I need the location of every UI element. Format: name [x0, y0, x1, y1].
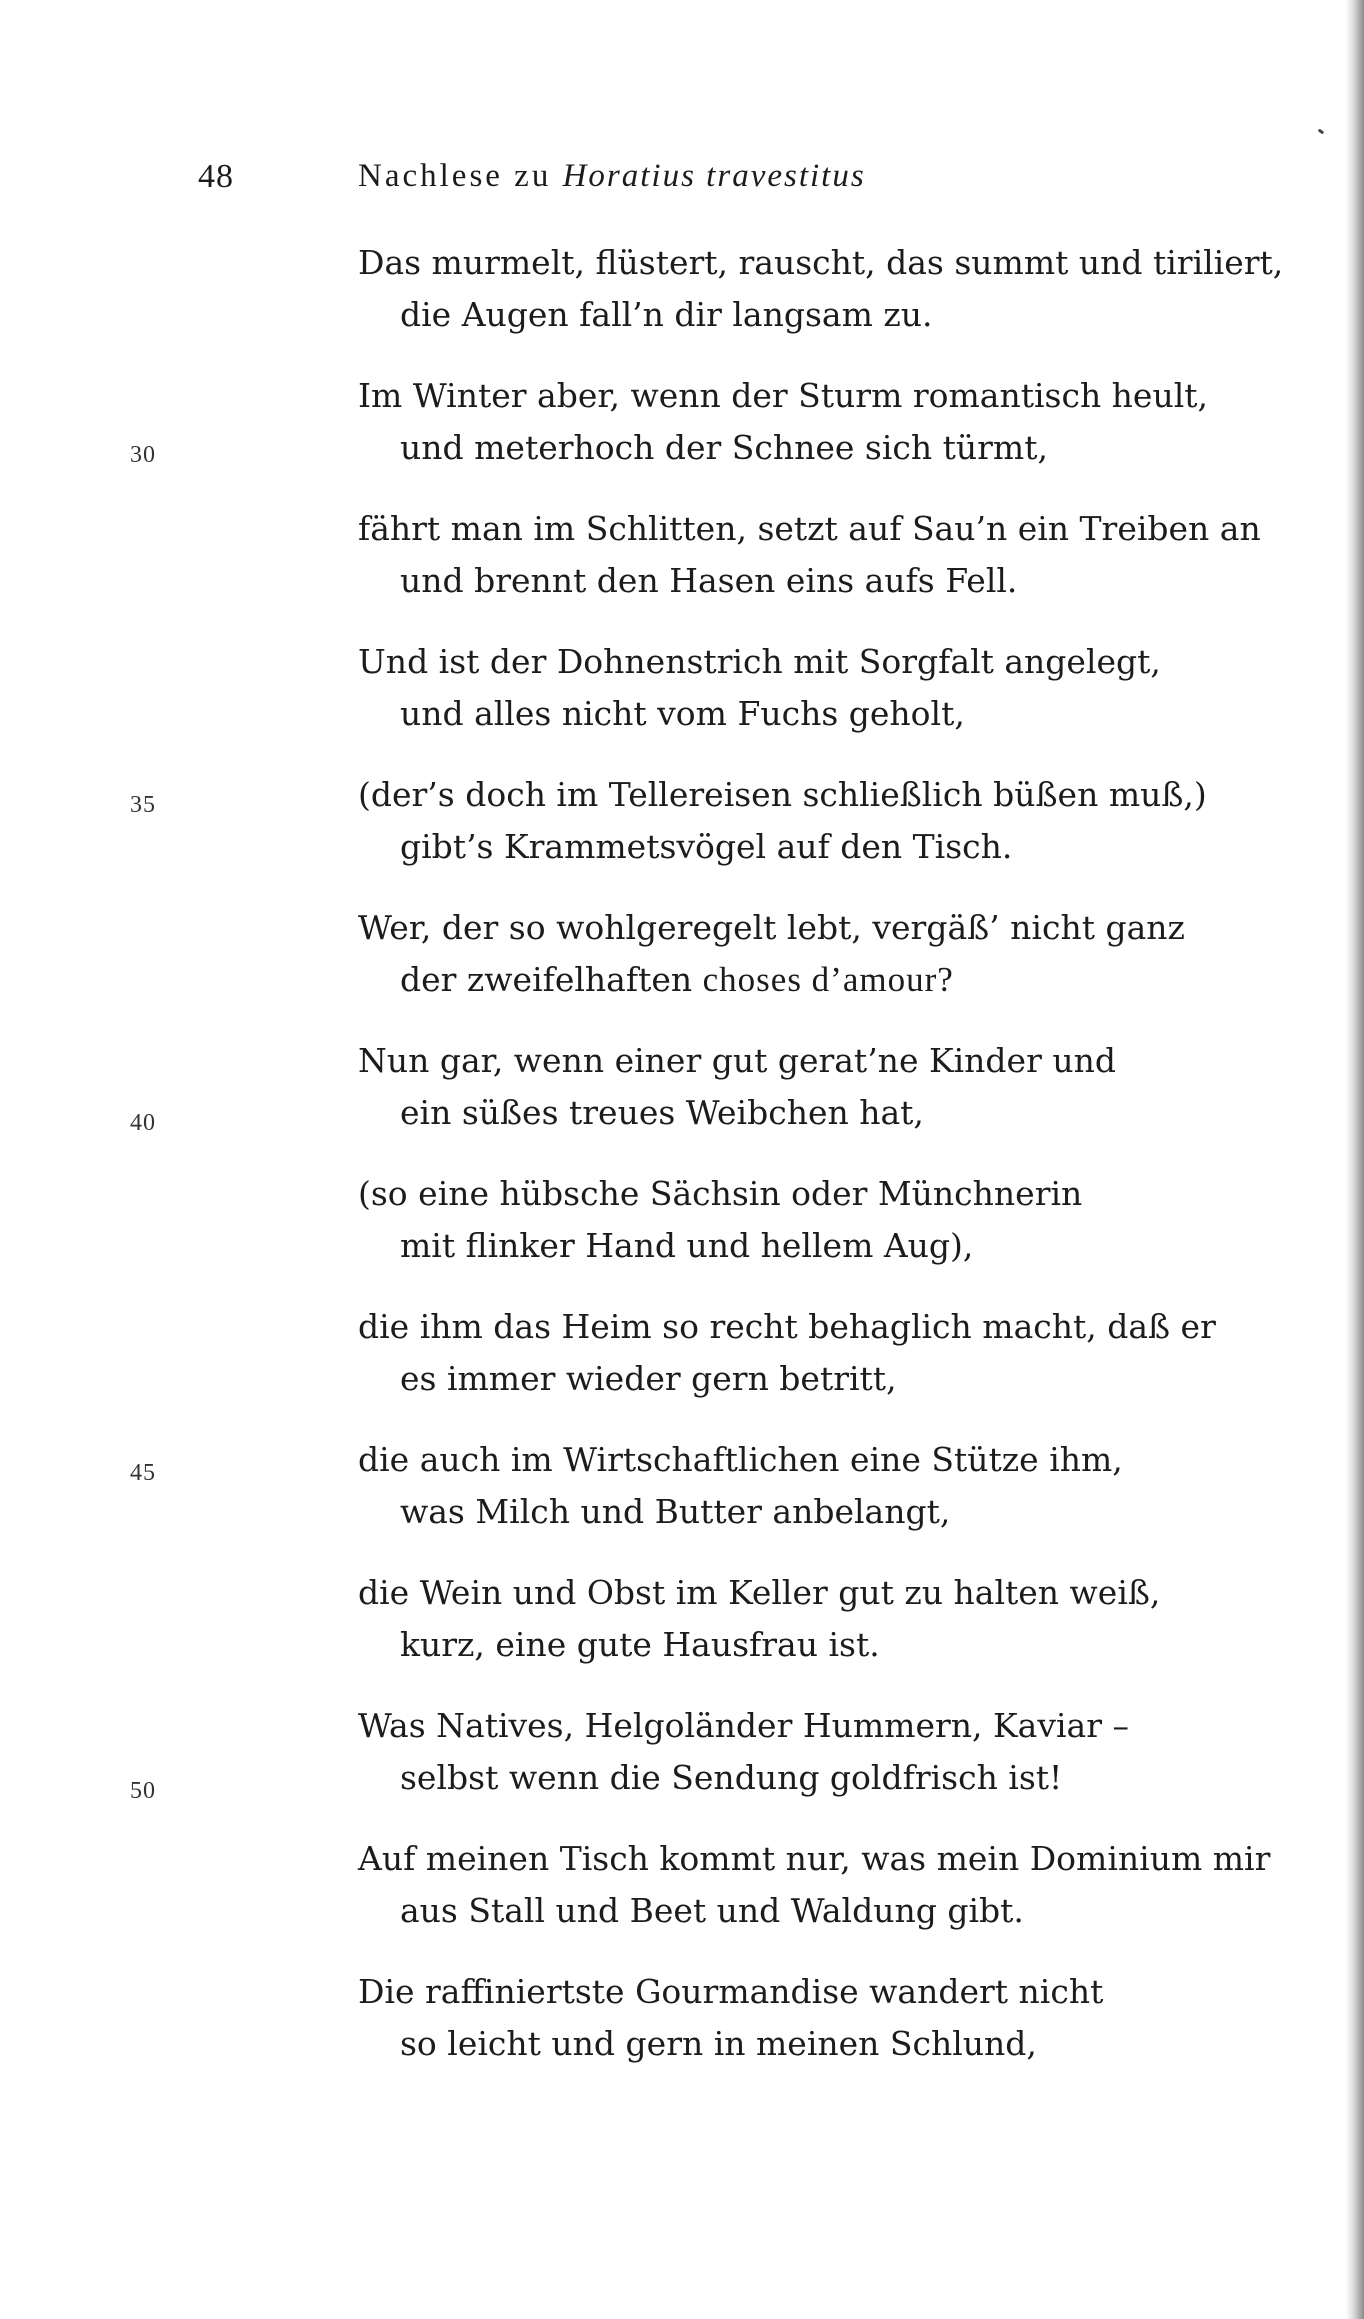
verse-fragment: der zweifelhaften: [400, 960, 693, 999]
verse-line: Im Winter aber, wenn der Sturm romantisch heult,: [358, 376, 1209, 415]
line-number: 45: [130, 1460, 156, 1486]
verse-line: und alles nicht vom Fuchs geholt,: [400, 694, 965, 733]
running-title: [358, 158, 866, 195]
verse-line: aus Stall und Beet und Waldung gibt.: [400, 1891, 1024, 1930]
verse-line: und meterhoch der Schnee sich türmt,: [400, 428, 1048, 467]
verse-line: die ihm das Heim so recht behaglich macht, daß er: [358, 1307, 1216, 1346]
verse-line: die Augen fall’n dir langsam zu.: [400, 295, 933, 334]
page-number: 48: [198, 158, 234, 195]
line-number: 40: [130, 1110, 156, 1136]
verse-line: die auch im Wirtschaftlichen eine Stütze ihm,: [358, 1440, 1123, 1479]
verse-line: kurz, eine gute Hausfrau ist.: [400, 1625, 880, 1664]
verse-line: gibt’s Krammetsvögel auf den Tisch.: [400, 827, 1013, 866]
verse-line: Nun gar, wenn einer gut gerat’ne Kinder und: [358, 1041, 1116, 1080]
verse-line: ein süßes treues Weibchen hat,: [400, 1093, 924, 1132]
line-number: 50: [130, 1778, 156, 1804]
verse-line: mit flinker Hand und hellem Aug),: [400, 1226, 974, 1265]
page-edge-shadow: [1346, 0, 1364, 2319]
running-title-prefix: Nachlese zu: [358, 158, 552, 194]
verse-line: Wer, der so wohlgeregelt lebt, vergäß’ nicht ganz: [358, 908, 1185, 947]
verse-line: so leicht und gern in meinen Schlund,: [400, 2024, 1037, 2063]
verse-line: Die raffiniertste Gourmandise wandert nicht: [358, 1972, 1104, 2011]
print-speck: [1318, 129, 1325, 135]
verse-line: [400, 960, 954, 1000]
verse-line: (der’s doch im Tellereisen schließlich büßen muß,): [358, 775, 1207, 814]
verse-line: Und ist der Dohnenstrich mit Sorgfalt angelegt,: [358, 642, 1161, 681]
running-title-work: Horatius travestitus: [562, 158, 866, 194]
verse-line: (so eine hübsche Sächsin oder Münchnerin: [358, 1174, 1083, 1213]
verse-line: was Milch und Butter anbelangt,: [400, 1492, 951, 1531]
line-number: 30: [130, 442, 156, 468]
verse-line: die Wein und Obst im Keller gut zu halten weiß,: [358, 1573, 1161, 1612]
verse-line: und brennt den Hasen eins aufs Fell.: [400, 561, 1018, 600]
verse-line: Auf meinen Tisch kommt nur, was mein Dominium mir: [358, 1839, 1271, 1878]
verse-line: Was Natives, Helgoländer Hummern, Kaviar –: [358, 1706, 1129, 1745]
verse-line: Das murmelt, flüstert, rauscht, das summt und tiriliert,: [358, 243, 1284, 282]
verse-line: fährt man im Schlitten, setzt auf Sau’n ein Treiben an: [358, 509, 1261, 548]
verse-line: es immer wieder gern betritt,: [400, 1359, 897, 1398]
line-number: 35: [130, 792, 156, 818]
page-header: [0, 158, 1364, 198]
foreign-phrase: choses d’amour?: [702, 960, 954, 999]
verse-line: selbst wenn die Sendung goldfrisch ist!: [400, 1758, 1063, 1797]
